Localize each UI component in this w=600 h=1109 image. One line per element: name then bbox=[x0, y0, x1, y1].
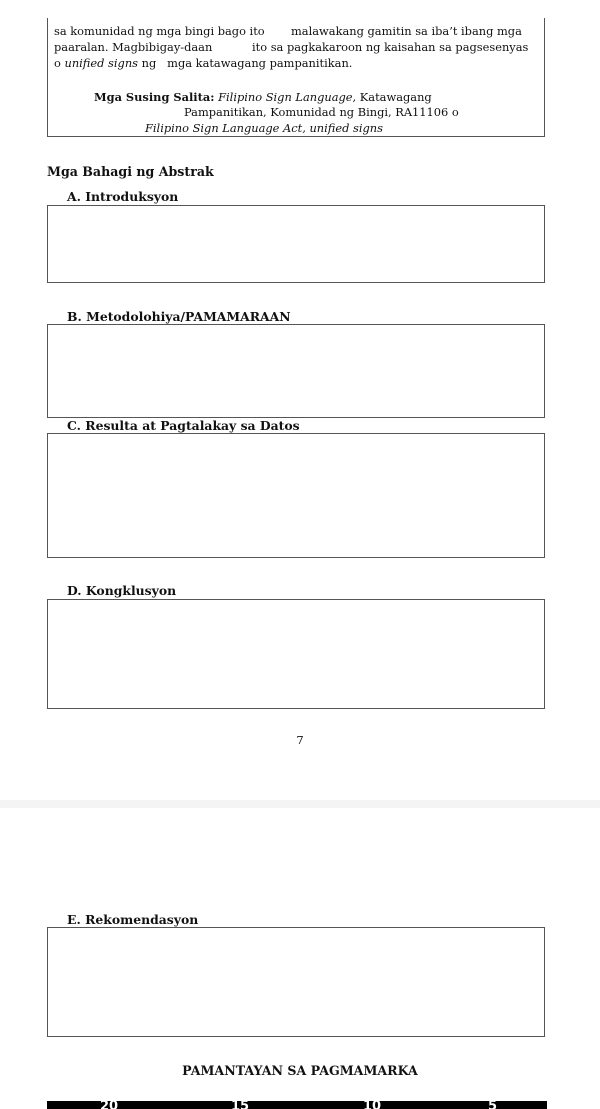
keywords-line-3 bbox=[145, 121, 383, 135]
section-d-answer-box[interactable] bbox=[47, 599, 545, 709]
keywords-label: Mga Susing Salita: bbox=[94, 90, 215, 104]
section-c-heading: C. Resulta at Pagtalakay sa Datos bbox=[67, 418, 300, 433]
keywords-3-italic: Filipino Sign Language Act, unified signs bbox=[145, 121, 383, 135]
section-d-heading: D. Kongklusyon bbox=[67, 583, 177, 598]
section-b-heading: B. Metodolohiya/PAMAMARAAN bbox=[67, 309, 291, 324]
section-c-answer-box[interactable] bbox=[47, 433, 545, 558]
section-b-answer-box[interactable] bbox=[47, 324, 545, 418]
document-page-2 bbox=[0, 808, 600, 1109]
rubric-header-bar bbox=[47, 1101, 547, 1109]
keywords-1-rest: , Katawagang bbox=[352, 90, 432, 104]
page-number: 7 bbox=[296, 733, 304, 747]
abstract-line-2b: ito sa pagkakaroon ng kaisahan sa pagsesenyas bbox=[252, 40, 529, 54]
abstract-line-1a: sa komunidad ng mga bingi bago ito bbox=[54, 24, 265, 38]
abstract-line-3b: ng bbox=[141, 56, 157, 70]
section-e-heading: E. Rekomendasyon bbox=[67, 912, 199, 927]
rubric-score-1: 20 bbox=[100, 1101, 119, 1109]
abstract-line-1b: malawakang gamitin sa iba’t ibang mga bbox=[291, 24, 522, 38]
keywords-1-italic: Filipino Sign Language bbox=[218, 90, 353, 104]
keywords-line-1 bbox=[94, 90, 432, 104]
rubric-title: PAMANTAYAN SA PAGMAMARKA bbox=[182, 1063, 418, 1078]
abstract-line-2a: paaralan. Magbibigay-daan bbox=[54, 40, 213, 54]
rubric-score-4: 5 bbox=[488, 1101, 498, 1109]
abstract-line-3 bbox=[54, 56, 352, 70]
rubric-score-3: 10 bbox=[363, 1101, 382, 1109]
abstract-line-3c: mga katawagang pampanitikan. bbox=[167, 56, 353, 70]
keywords-line-2: Pampanitikan, Komunidad ng Bingi, RA11106 o bbox=[184, 105, 459, 119]
abstract-line-3a: o bbox=[54, 56, 61, 70]
rubric-score-2: 15 bbox=[231, 1101, 250, 1109]
abstract-line-3-italic: unified signs bbox=[64, 56, 139, 70]
section-title: Mga Bahagi ng Abstrak bbox=[47, 164, 214, 179]
section-a-answer-box[interactable] bbox=[47, 205, 545, 283]
abstract-text-box bbox=[47, 18, 545, 137]
section-e-answer-box[interactable] bbox=[47, 927, 545, 1037]
section-a-heading: A. Introduksyon bbox=[67, 189, 179, 204]
